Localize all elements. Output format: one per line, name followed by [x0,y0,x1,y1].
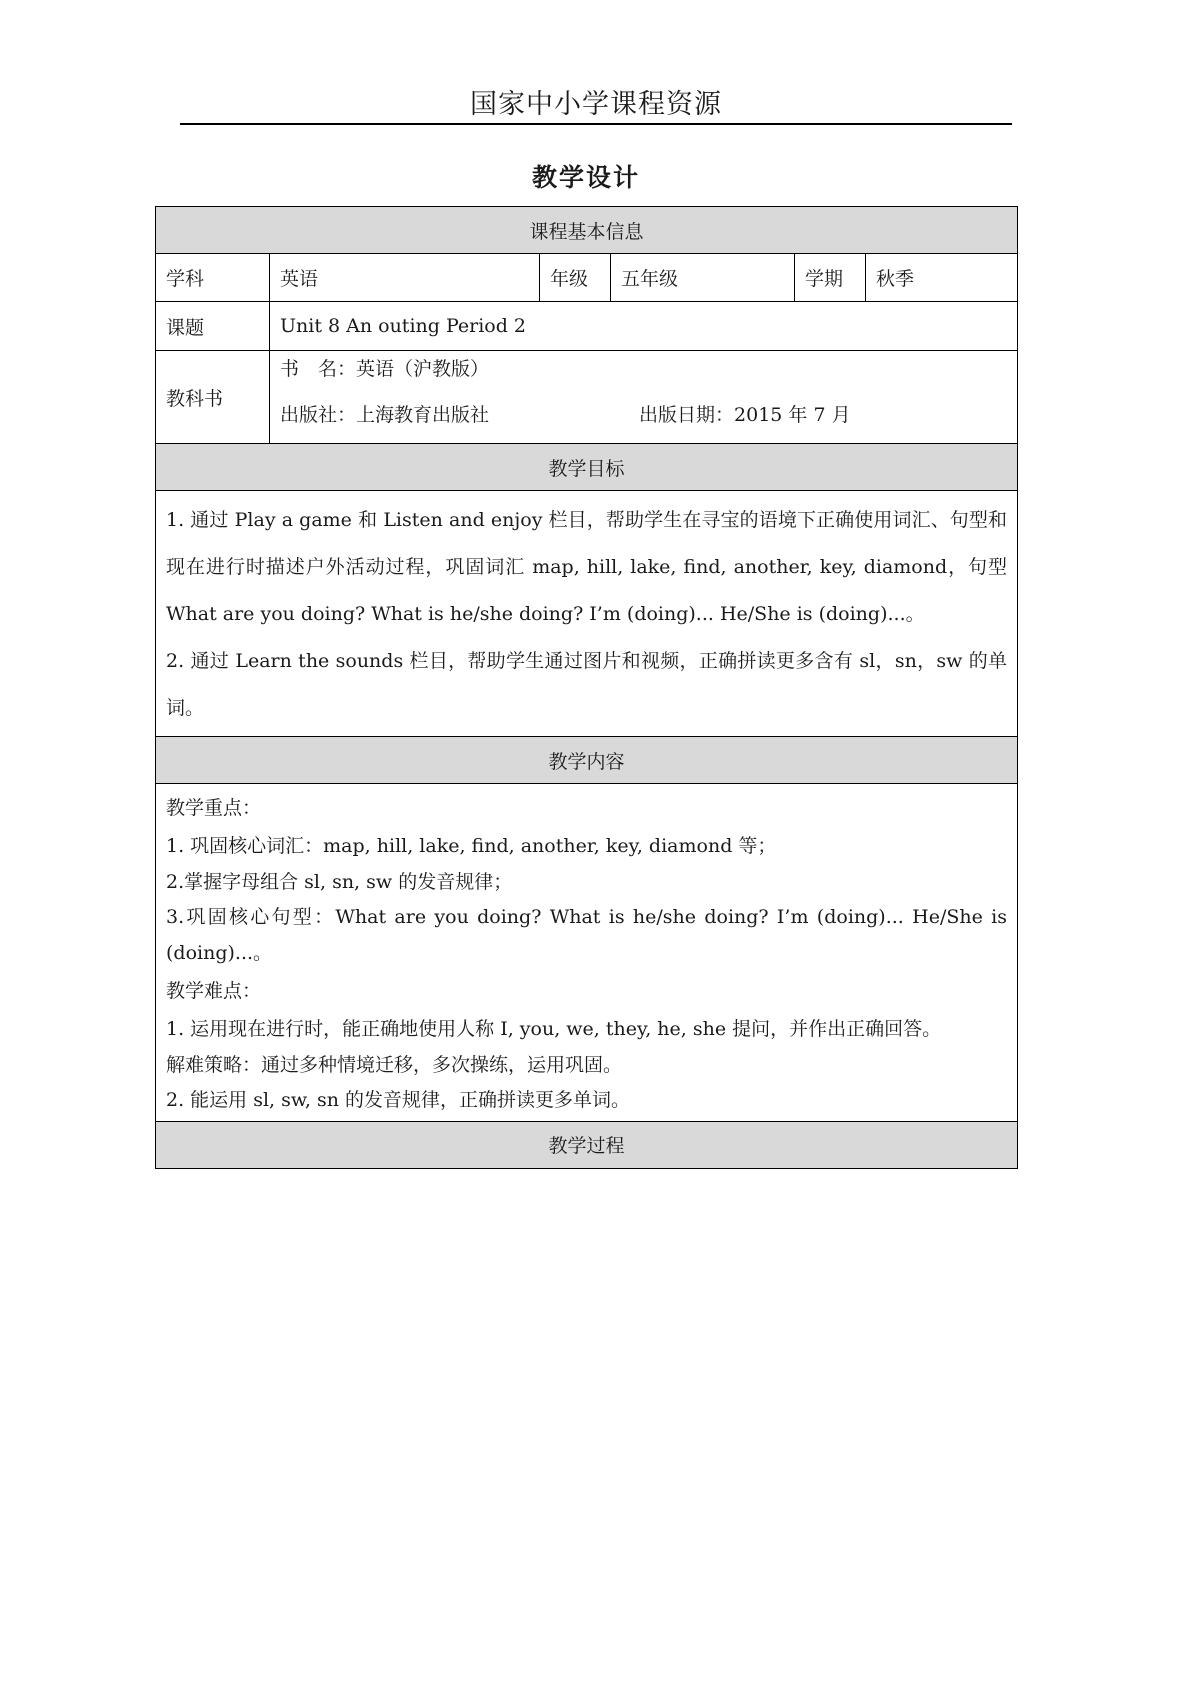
textbook-details [270,351,1018,444]
grade-value: 五年级 [611,254,795,302]
topic-value: Unit 8 An outing Period 2 [270,302,1018,351]
basic-info-heading: 课程基本信息 [156,207,1018,254]
textbook-row [156,351,1018,444]
term-value: 秋季 [866,254,1018,302]
section-header-process [156,1121,1018,1168]
textbook-label: 教科书 [156,351,270,444]
objective-item: 2. 通过 Learn the sounds 栏目，帮助学生通过图片和视频，正确拼读更多含有 sl，sn，sw 的单词。 [166,650,1008,719]
difficulty-item: 解难策略：通过多种情境迁移，多次操练，运用巩固。 [166,1053,623,1076]
difficulties-label: 教学难点： [166,980,262,1002]
header-rule [180,123,1012,125]
publish-date: 出版日期：2015 年 7 月 [639,404,851,426]
key-point-item: 3.巩固核心句型：What are you doing? What is he/she doing? I’m (doing)... He/She is (doing)...。 [166,906,1008,964]
header-title: 国家中小学课程资源 [470,89,722,120]
key-points-label: 教学重点： [166,797,262,819]
process-heading: 教学过程 [156,1121,1018,1168]
section-header-objectives [156,444,1018,491]
objective-item: 1. 通过 Play a game 和 Listen and enjoy 栏目，帮助学生在寻宝的语境下正确使用词汇、句型和现在进行时描述户外活动过程，巩固词汇 map, hill, lake, find, another, key, diamond，句型 What are you doing? What is he/she doing? I’m (doing)... He/She is (doing)...。 [166,509,1008,625]
key-point-item: 1. 巩固核心词汇：map, hill, lake, find, another, key, diamond 等； [166,835,777,857]
publisher-line [280,392,1007,438]
publisher: 出版社：上海教育出版社 [280,404,490,426]
subject-label: 学科 [156,254,270,302]
objectives-heading: 教学目标 [156,444,1018,491]
topic-row [156,302,1018,351]
section-header-basic-info [156,207,1018,254]
difficulty-item: 2. 能运用 sl, sw, sn 的发音规律，正确拼读更多单词。 [166,1089,630,1111]
lesson-plan-table [155,206,1018,1169]
objectives-row [156,491,1018,737]
term-label: 学期 [795,254,866,302]
section-header-content [156,737,1018,784]
key-point-item: 2.掌握字母组合 sl, sn, sw 的发音规律； [166,870,513,893]
doc-title: 教学设计 [531,163,640,192]
book-name: 书 名：英语（沪教版） [280,358,490,380]
difficulty-item: 1. 运用现在进行时，能正确地使用人称 I, you, we, they, he, she 提问，并作出正确回答。 [166,1018,942,1040]
content-row [156,784,1018,1122]
topic-label: 课题 [156,302,270,351]
grade-label: 年级 [540,254,611,302]
subject-value: 英语 [270,254,540,302]
content-cell [156,784,1018,1122]
content-heading: 教学内容 [156,737,1018,784]
objectives-cell [156,491,1018,737]
basic-info-row [156,254,1018,302]
